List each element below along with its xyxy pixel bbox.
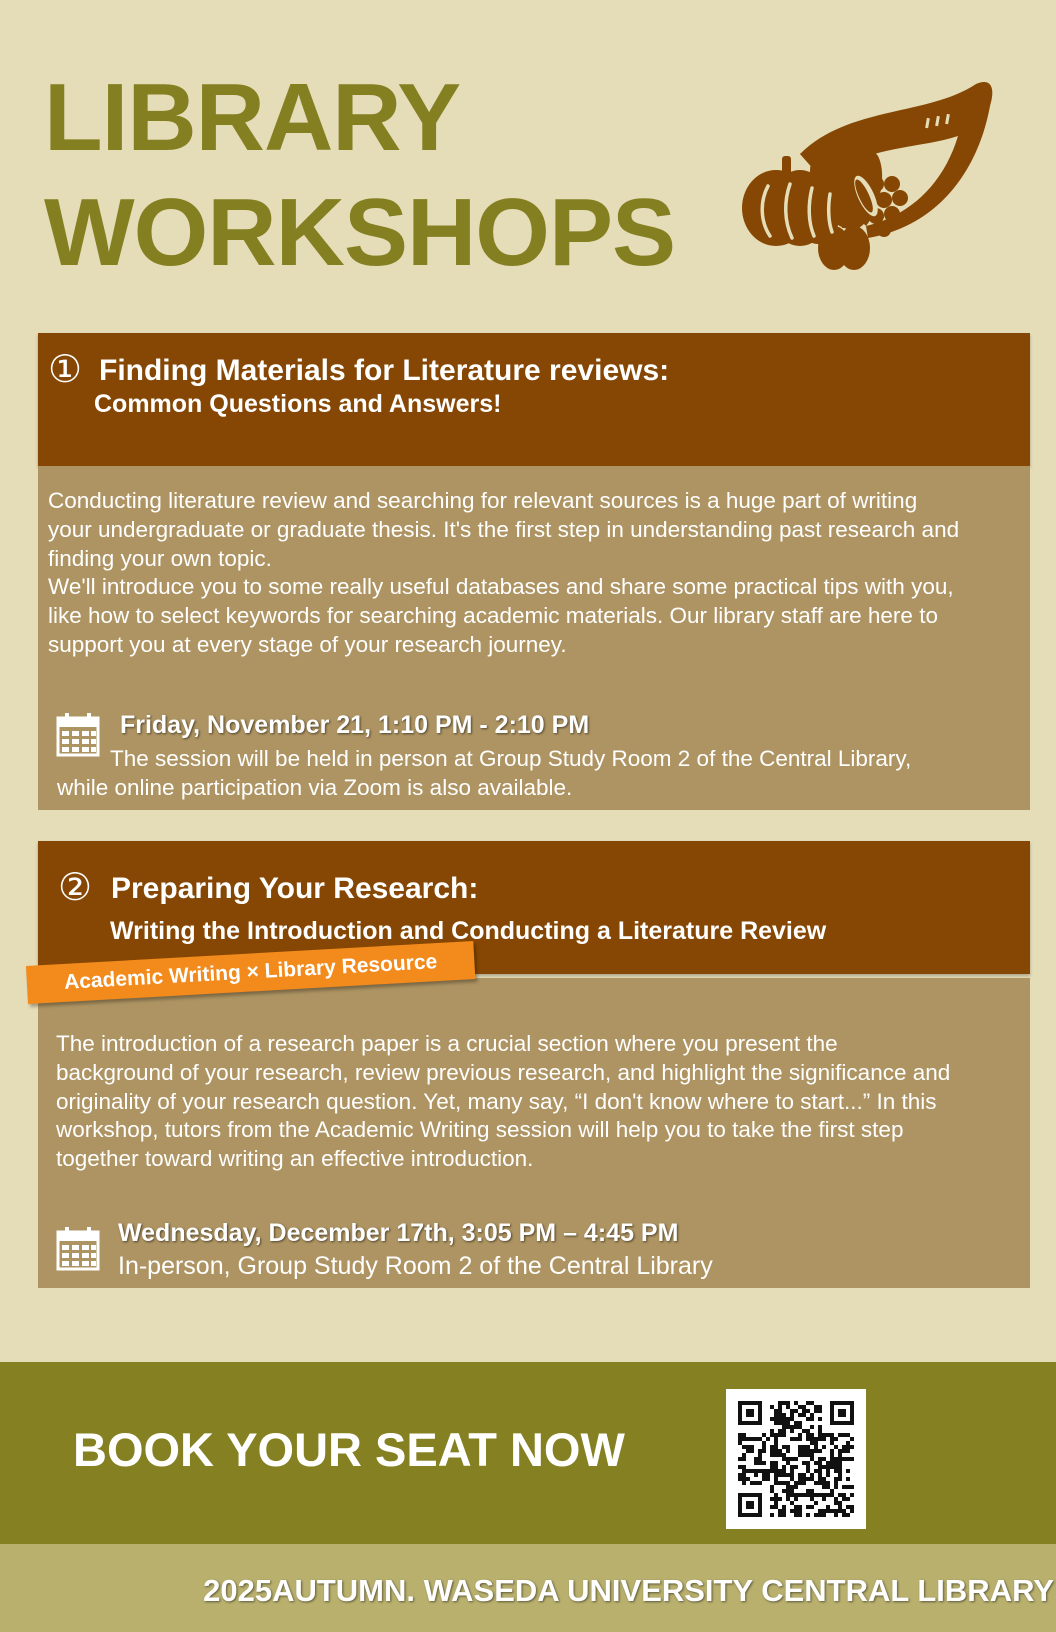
cornucopia-icon — [738, 76, 998, 286]
page-title-line-1: LIBRARY — [44, 64, 461, 171]
workshop-1-number: ① — [48, 347, 83, 391]
workshop-2-number: ② — [58, 865, 93, 909]
workshop-1-title: Finding Materials for Literature reviews: — [99, 354, 670, 387]
workshop-2-description: The introduction of a research paper is a crucial section where you present the background of your research, review previous research, and highlight the significance and originality of your research question. Yet, many say, “I don't know where to start...” In this workshop, tutors from the Academic Writing session will help you to take the first step together toward writing an effective introduction. — [56, 1031, 951, 1172]
workshop-2-body — [38, 978, 1030, 1288]
qr-code-icon[interactable] — [726, 1389, 866, 1529]
workshop-2-tag: Academic Writing × Library Resource — [26, 941, 475, 1004]
workshop-2-title: Preparing Your Research: — [111, 872, 479, 905]
organizer-footer: 2025AUTUMN. WASEDA UNIVERSITY CENTRAL LIBRARY — [203, 1573, 1054, 1608]
workshop-1-description: Conducting literature review and searching for relevant sources is a huge part of writing your undergraduate or graduate thesis. It's the first step in understanding past research and finding your own topic. We'll introduce you to some really useful databases and share some practical tips with you, like how to select keywords for searching academic materials. Our library staff are here to support you at every stage of your research journey. — [48, 488, 960, 657]
workshop-2-location: In-person, Group Study Room 2 of the Central Library — [118, 1252, 713, 1280]
calendar-icon — [55, 1225, 101, 1271]
workshop-1-date: Friday, November 21, 1:10 PM - 2:10 PM — [120, 711, 590, 739]
page-title-line-2: WORKSHOPS — [44, 179, 676, 286]
workshop-2-subtitle: Writing the Introduction and Conducting a Literature Review — [110, 917, 827, 945]
workshop-2-header — [38, 841, 1030, 974]
workshop-2-date: Wednesday, December 17th, 3:05 PM – 4:45 PM — [118, 1219, 679, 1247]
workshop-1-body — [38, 466, 1030, 810]
workshop-1-header — [38, 333, 1030, 466]
workshop-1-subtitle: Common Questions and Answers! — [94, 390, 502, 418]
workshop-1-location: The session will be held in person at Group Study Room 2 of the Central Library, while online participation via Zoom is also available. — [57, 746, 912, 800]
book-seat-call-to-action: BOOK YOUR SEAT NOW — [73, 1423, 625, 1476]
